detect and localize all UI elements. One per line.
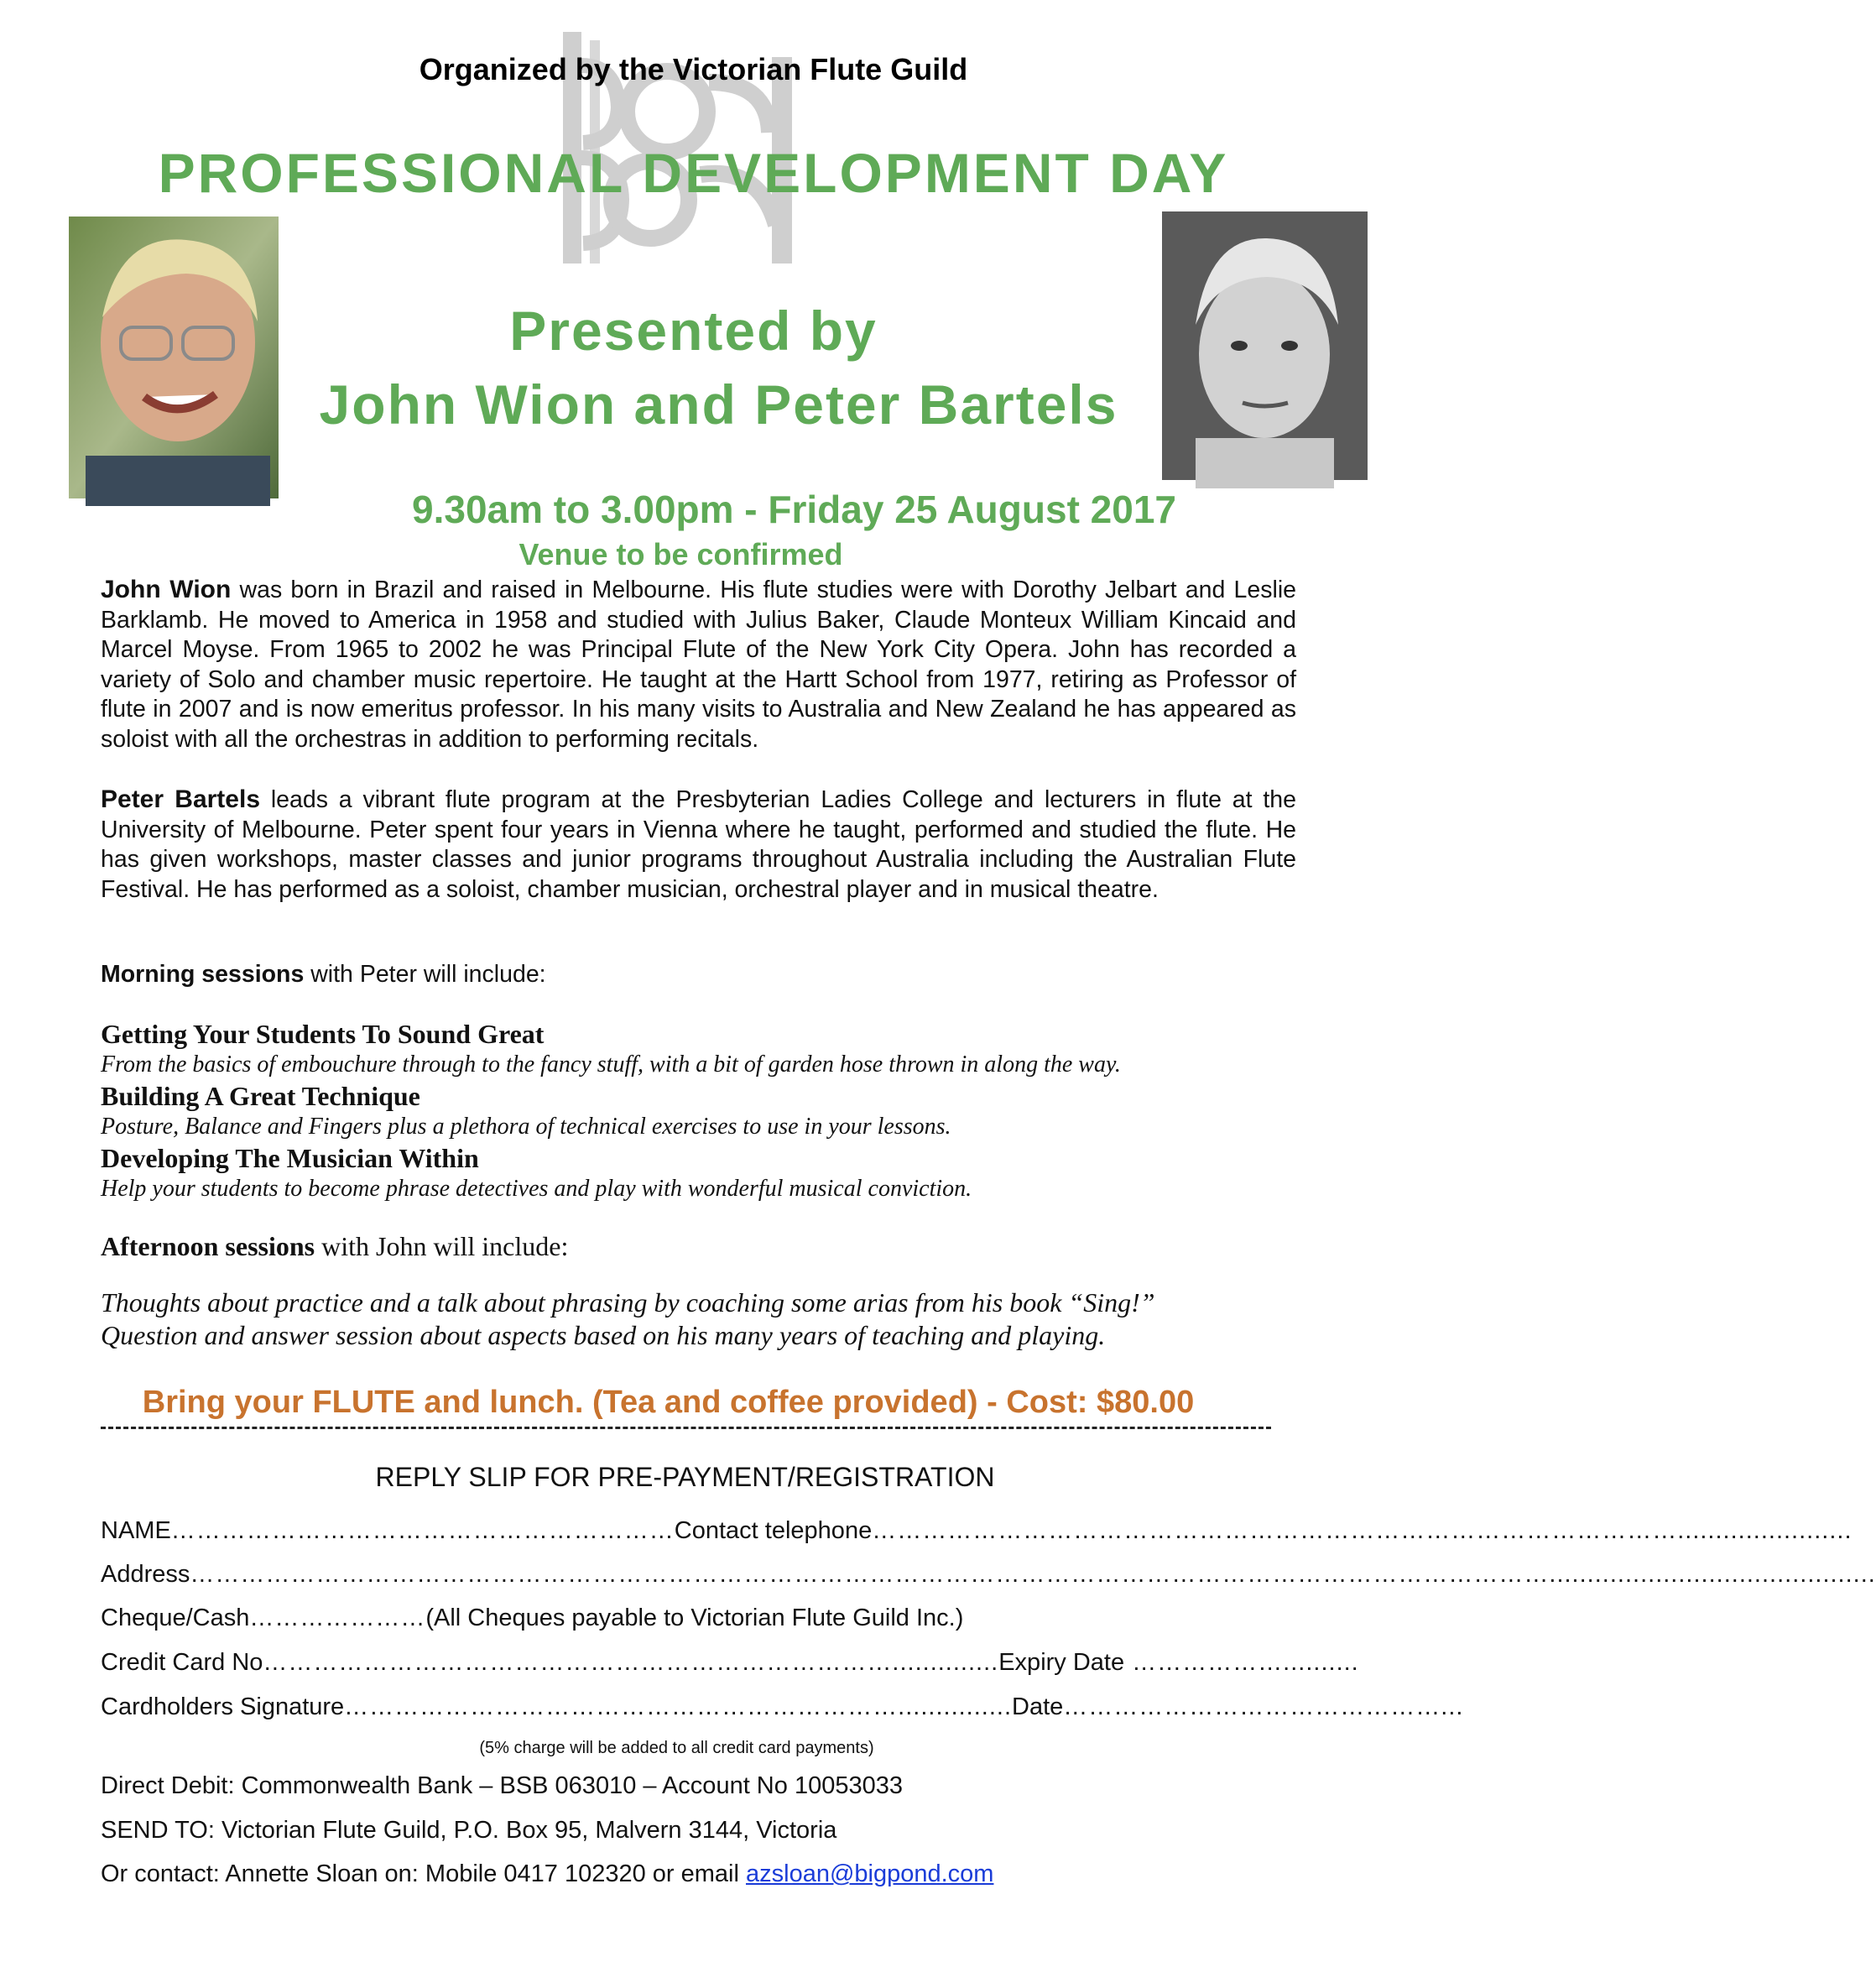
session-desc: From the basics of embouchure through to the fancy stuff, with a bit of garden hose thrown in along the way. xyxy=(101,1051,1121,1078)
card-label: Credit Card No xyxy=(101,1649,263,1676)
bio-name: John Wion xyxy=(101,576,232,603)
address-field[interactable]: ………………………………………………………………………………………………………………………………………………........................................... xyxy=(190,1561,1876,1588)
session-desc: Posture, Balance and Fingers plus a plethora of technical exercises to use in your lessons. xyxy=(101,1114,951,1140)
bio-name: Peter Bartels xyxy=(101,785,261,813)
bio-peter-bartels xyxy=(101,785,1296,905)
signature-label: Cardholders Signature xyxy=(101,1693,345,1720)
contact-text: Or contact: Annette Sloan on: Mobile 0417 102320 or email xyxy=(101,1860,746,1887)
contact-line xyxy=(101,1860,1284,1888)
session-desc: Help your students to become phrase detectives and play with wonderful musical conviction. xyxy=(101,1176,972,1202)
cheque-note: (All Cheques payable to Victorian Flute Guild Inc.) xyxy=(425,1605,964,1631)
cheque-label: Cheque/Cash xyxy=(101,1605,250,1631)
bio-john-wion xyxy=(101,575,1296,755)
phone-label: Contact telephone xyxy=(674,1517,873,1544)
credit-card-row xyxy=(101,1649,1359,1677)
reply-slip-title: REPLY SLIP FOR PRE-PAYMENT/REGISTRATION xyxy=(375,1462,995,1492)
event-datetime: 9.30am to 3.00pm - Friday 25 August 2017 xyxy=(412,488,1176,531)
address-label: Address xyxy=(101,1561,190,1588)
date-label: Date xyxy=(1012,1693,1064,1720)
name-phone-row xyxy=(101,1517,1853,1545)
afternoon-heading-rest: with John will include: xyxy=(315,1231,569,1261)
bring-cost-line: Bring your FLUTE and lunch. (Tea and coffee provided) - Cost: $80.00 xyxy=(142,1385,1195,1420)
phone-field[interactable]: ……………………………………………………………………………………....................... xyxy=(872,1517,1853,1544)
afternoon-heading-bold: Afternoon sessions xyxy=(101,1231,315,1261)
direct-debit-line: Direct Debit: Commonwealth Bank – BSB 063010 – Account No 10053033 xyxy=(101,1772,903,1799)
event-title: PROFESSIONAL DEVELOPMENT DAY xyxy=(158,142,1229,204)
contact-email-link[interactable]: azsloan@bigpond.com xyxy=(746,1860,994,1887)
signature-row xyxy=(101,1693,1464,1721)
afternoon-heading xyxy=(101,1231,568,1262)
name-field[interactable]: …………………………………………………… xyxy=(170,1517,675,1544)
name-label: NAME xyxy=(101,1517,171,1544)
afternoon-line: Thoughts about practice and a talk about phrasing by coaching some arias from his book “Sing!” xyxy=(101,1287,1155,1318)
cut-line xyxy=(101,1427,1271,1429)
morning-sessions xyxy=(101,1018,1121,1204)
signature-field[interactable]: …………………………………………………………............... xyxy=(344,1693,1013,1720)
cheque-row xyxy=(101,1605,1284,1632)
expiry-field[interactable]: ……………….......... xyxy=(1124,1649,1359,1676)
expiry-label: Expiry Date xyxy=(998,1649,1125,1676)
presenters-names: John Wion and Peter Bartels xyxy=(319,373,1118,436)
morning-heading-bold: Morning sessions xyxy=(101,961,305,988)
afternoon-sessions xyxy=(101,1286,1155,1352)
cheque-field[interactable]: ………………… xyxy=(249,1605,426,1631)
presented-by: Presented by xyxy=(509,300,878,362)
organizer-line: Organized by the Victorian Flute Guild xyxy=(419,52,968,86)
card-field[interactable]: ………………………………………………………………….............. xyxy=(263,1649,999,1676)
session-title: Building A Great Technique xyxy=(101,1081,420,1111)
bio-text: leads a vibrant flute program at the Presbyterian Ladies College and lecturers in flute at the University of Melbourne. Peter spent four years in Vienna where he taught, performed and studied the flute. He has given workshops, master classes and junior programs throughout Australia including the Australian Flute Festival. He has performed as a soloist, chamber musician, orchestral player and in musical theatre. xyxy=(101,786,1296,903)
credit-card-note: (5% charge will be added to all credit card payments) xyxy=(479,1739,874,1757)
event-venue: Venue to be confirmed xyxy=(519,537,843,571)
morning-heading-rest: with Peter will include: xyxy=(304,961,546,988)
address-row xyxy=(101,1561,1876,1589)
afternoon-line: Question and answer session about aspects based on his many years of teaching and playing. xyxy=(101,1320,1106,1350)
date-field[interactable]: ………………………………………... xyxy=(1063,1693,1464,1720)
send-to-line: SEND TO: Victorian Flute Guild, P.O. Box 95, Malvern 3144, Victoria xyxy=(101,1817,837,1844)
session-title: Getting Your Students To Sound Great xyxy=(101,1019,545,1049)
morning-heading xyxy=(101,961,546,989)
session-title: Developing The Musician Within xyxy=(101,1143,479,1173)
bio-text: was born in Brazil and raised in Melbourne. His flute studies were with Dorothy Jelbart and Leslie Barklamb. He moved to America in 1958 and studied with Julius Baker, Claude Monteux William Kincaid and Marcel Moyse. From 1965 to 2002 he was Principal Flute of the New York City Opera. John has recorded a variety of Solo and chamber music repertoire. He taught at the Hartt School from 1977, retiring as Professor of flute in 2007 and is now emeritus professor. In his many visits to Australia and New Zealand he has appeared as soloist with all the orchestras in addition to performing recitals. xyxy=(101,577,1296,753)
